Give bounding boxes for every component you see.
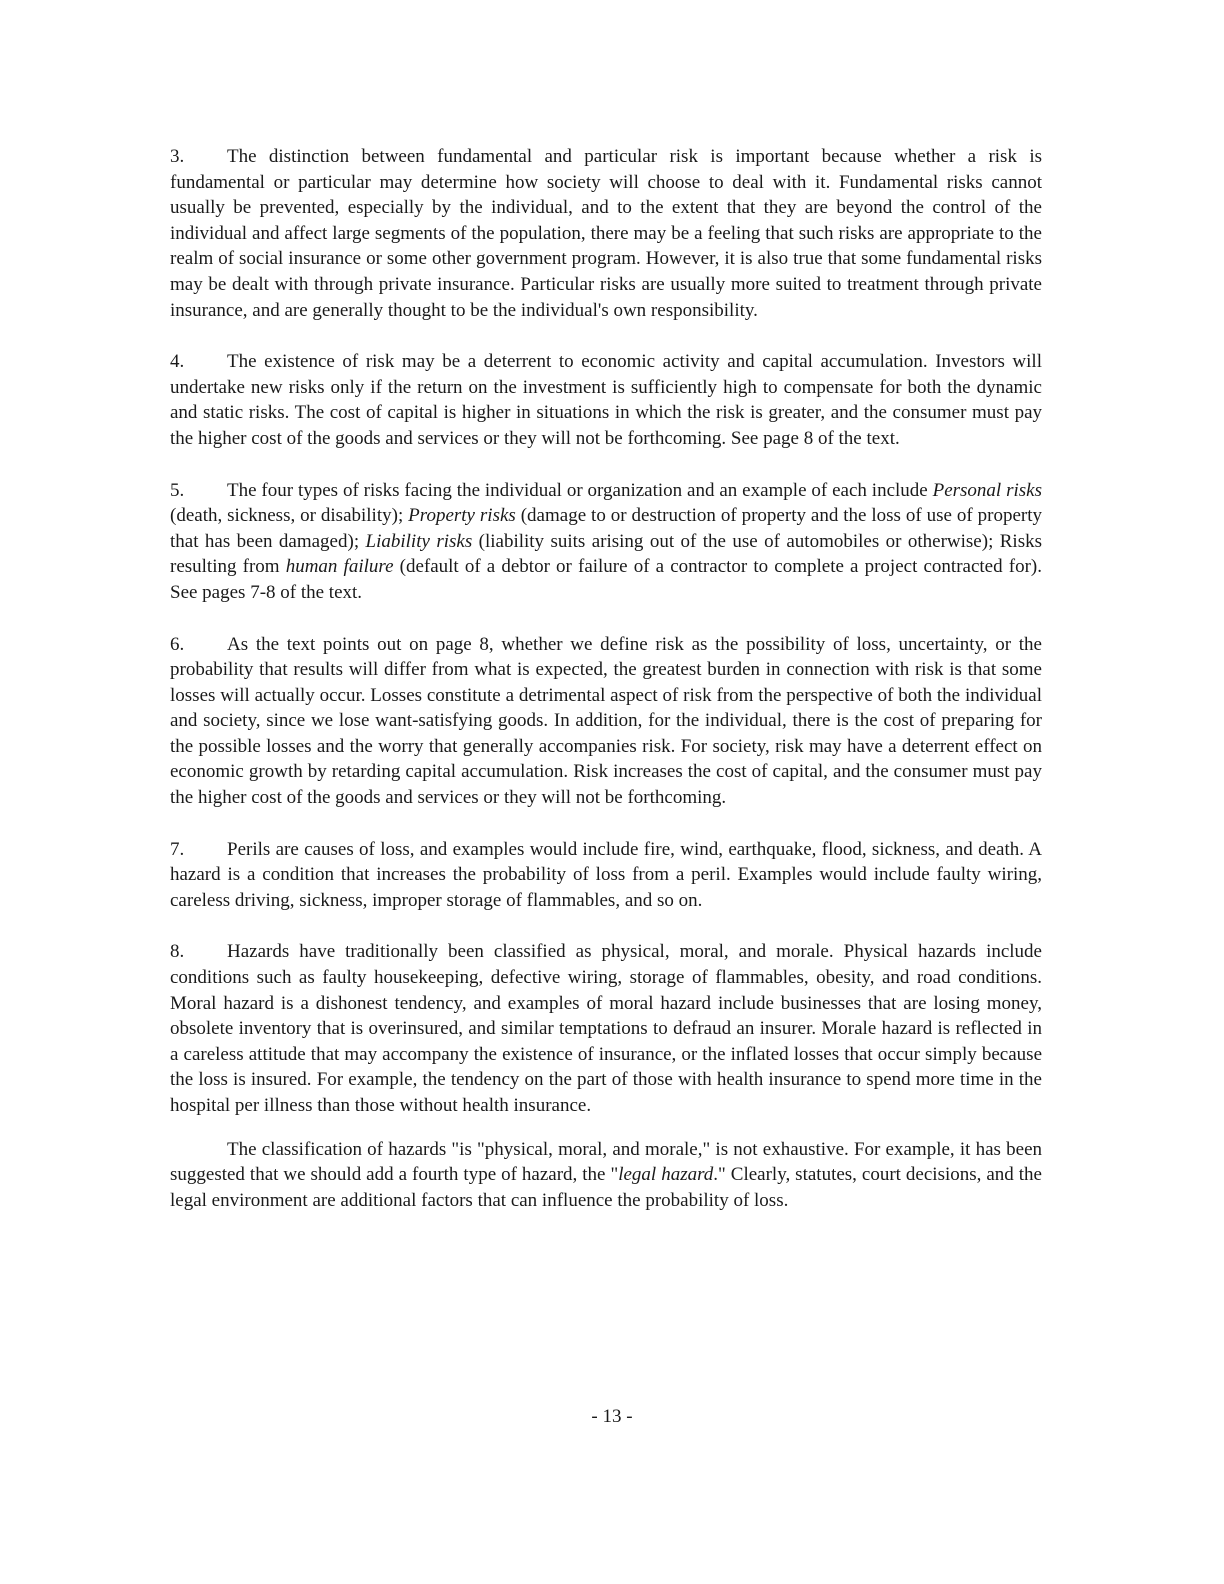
paragraph-text: The distinction between fundamental and particular risk is important because whether a risk is fundamental or particular may determine how society will choose to deal with it. Fundamental risks cannot usually be prevented, especially by the individual, and to the extent that they are beyond the control of the individual and affect large segments of the population, there may be a feeling that such risks are appropriate to the realm of social insurance or some other government program. However, it is also true that some fundamental risks may be dealt with through private insurance. Particular risks are usually more suited to treatment through private insurance, and are generally thought to be the individual's own responsibility. bbox=[170, 146, 1042, 321]
italic-term-human-failure: human failure bbox=[285, 556, 394, 578]
paragraph-5 bbox=[170, 478, 1042, 606]
document-body bbox=[170, 144, 1042, 1239]
paragraph-text: As the text points out on page 8, whether we define risk as the possibility of loss, uncertainty, or the probability that results will differ from what is expected, the greatest burden in connection with risk is that some losses will actually occur. Losses constitute a detrimental aspect of risk from the perspective of both the individual and society, since we lose want-satisfying goods. In addition, for the individual, there is the cost of preparing for the possible losses and the worry that generally accompanies risk. For society, risk may have a deterrent effect on economic growth by retarding capital accumulation. Risk increases the cost of capital, and the consumer must pay the higher cost of the goods and services or they will not be forthcoming. bbox=[170, 633, 1042, 809]
italic-term-personal-risks: Personal risks bbox=[932, 479, 1042, 501]
italic-term-liability-risks: Liability risks bbox=[365, 530, 473, 552]
paragraph-number: 4. bbox=[170, 351, 185, 373]
paragraph-number: 3. bbox=[170, 146, 185, 167]
paragraph-continuation bbox=[170, 1137, 1042, 1214]
paragraph-text: The classification of hazards "is "physical, moral, and morale," is not exhaustive. For example, it has been suggested that we should add a fourth type of hazard, the " bbox=[170, 1138, 1042, 1186]
paragraph-4 bbox=[170, 349, 1042, 451]
paragraph-text: (liability suits arising out of the use of automobiles or otherwise); Risks resulting from bbox=[170, 530, 1042, 578]
paragraph-text: (death, sickness, or disability); bbox=[170, 505, 409, 527]
paragraph-text: ." Clearly, statutes, court decisions, and the legal environment are additional factors that can influence the probability of loss. bbox=[170, 1164, 1042, 1211]
paragraph-number: 7. bbox=[170, 838, 185, 860]
paragraph-8 bbox=[170, 939, 1042, 1118]
paragraph-number: 5. bbox=[170, 479, 185, 501]
paragraph-text: Perils are causes of loss, and examples would include fire, wind, earthquake, flood, sickness, and death. A hazard is a condition that increases the probability of loss from a peril. Examples would include faulty wiring, careless driving, sickness, improper storage of flammables, and so on. bbox=[170, 838, 1042, 911]
page-number: - 13 - bbox=[591, 1406, 633, 1427]
paragraph-text: The existence of risk may be a deterrent to economic activity and capital accumulation. Investors will undertake new risks only if the return on the investment is sufficiently high to compensate for both the dynamic and static risks. The cost of capital is higher in situations in which the risk is greater, and the consumer must pay the higher cost of the goods and services or they will not be forthcoming. See page 8 of the text. bbox=[170, 351, 1042, 449]
paragraph-6 bbox=[170, 632, 1042, 811]
paragraph-3 bbox=[170, 144, 1042, 323]
italic-term-property-risks: Property risks bbox=[408, 505, 516, 527]
paragraph-text: The four types of risks facing the individual or organization and an example of each include bbox=[227, 479, 933, 501]
paragraph-7 bbox=[170, 837, 1042, 914]
paragraph-text: (default of a debtor or failure of a contractor to complete a project contracted for). See pages 7-8 of the text. bbox=[170, 556, 1042, 603]
paragraph-number: 6. bbox=[170, 633, 185, 655]
italic-term-legal-hazard: legal hazard bbox=[618, 1164, 714, 1186]
paragraph-text: (damage to or destruction of property and the loss of use of property that has been damaged); bbox=[170, 505, 1042, 552]
paragraph-number: 8. bbox=[170, 941, 185, 963]
paragraph-text: Hazards have traditionally been classified as physical, moral, and morale. Physical hazards include conditions such as faulty housekeeping, defective wiring, storage of flammables, obesity, and road conditions. Moral hazard is a dishonest tendency, and examples of moral hazard include businesses that are losing money, obsolete inventory that is overinsured, and similar temptations to defraud an insurer. Morale hazard is reflected in a careless attitude that may accompany the existence of insurance, or the inflated losses that occur simply because the loss is insured. For example, the tendency on the part of those with health insurance to spend more time in the hospital per illness than those without health insurance. bbox=[170, 941, 1042, 1116]
